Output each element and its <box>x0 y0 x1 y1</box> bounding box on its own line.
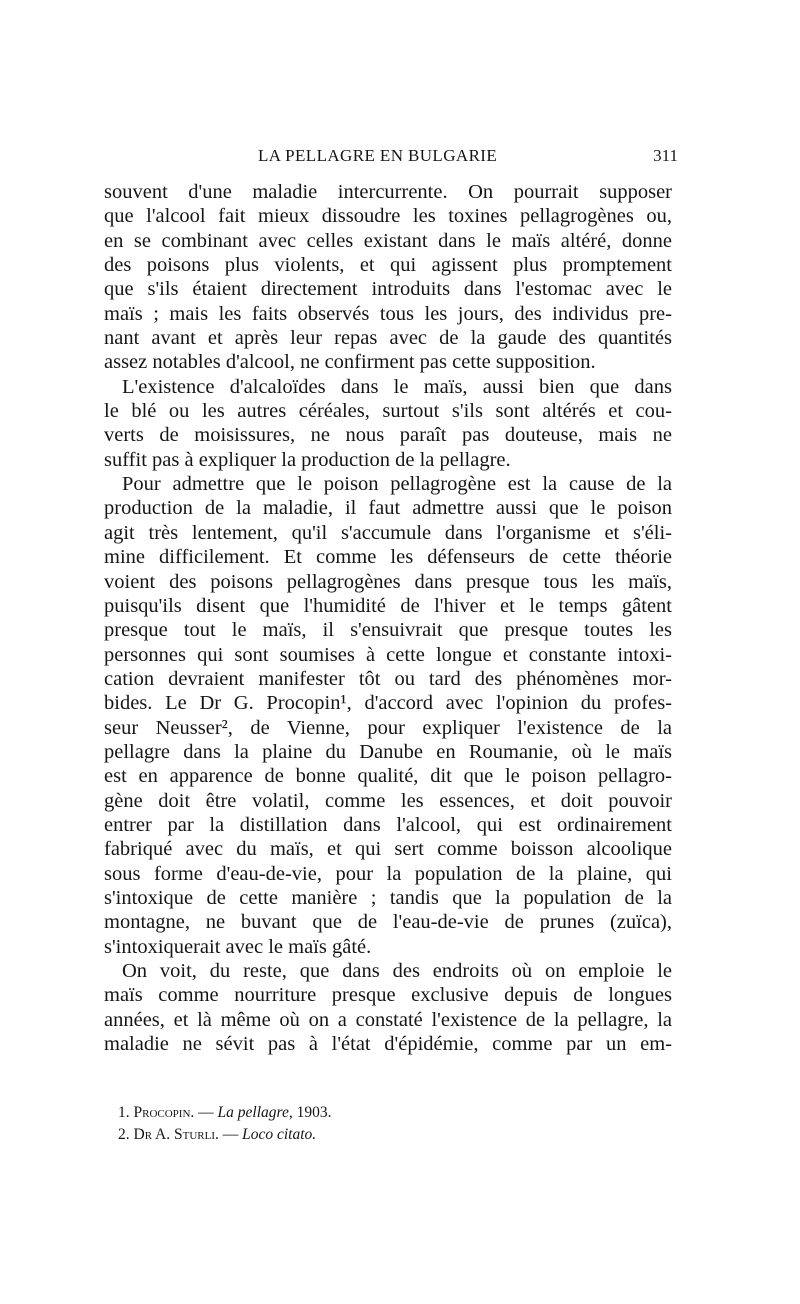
running-header <box>258 146 678 170</box>
page-number: 311 <box>653 146 678 165</box>
text-line: montagne, ne buvant que de l'eau-de-vie de prunes (zuïca), <box>104 911 672 934</box>
text-line: cation devraient manifester tôt ou tard des phénomènes mor- <box>104 667 672 690</box>
text-line: Pour admettre que le poison pellagrogène est la cause de la <box>122 473 672 496</box>
footnote-work: La pellagre <box>217 1104 289 1121</box>
footnote-rest: , 1903. <box>288 1104 332 1121</box>
text-line: assez notables d'alcool, ne confirment pas cette supposition. <box>104 351 596 374</box>
text-line: des poisons plus violents, et qui agissent plus promptement <box>104 254 672 277</box>
text-line: s'intoxiquerait avec le maïs gâté. <box>104 935 372 958</box>
text-line: personnes qui sont soumises à cette longue et constante intoxi- <box>104 643 672 666</box>
text-line: verts de moisissures, ne nous paraît pas douteuse, mais ne <box>104 424 672 447</box>
text-line: voient des poisons pellagrogènes dans presque tous les maïs, <box>104 570 672 593</box>
running-title: LA PELLAGRE EN BULGARIE <box>258 146 498 165</box>
text-line: fabriqué avec du maïs, et qui sert comme boisson alcoolique <box>104 838 672 861</box>
text-line: On voit, du reste, que dans des endroits où on emploie le <box>122 960 672 982</box>
text-line: souvent d'une maladie intercurrente. On pourrait supposer <box>104 181 672 203</box>
text-line: production de la maladie, il faut admettre aussi que le poison <box>104 497 672 520</box>
footnote-separator: — <box>194 1104 218 1121</box>
text-line: s'intoxique de cette manière ; tandis que la population de la <box>104 886 672 909</box>
footnotes <box>118 1102 538 1146</box>
text-line: en se combinant avec celles existant dans le maïs altéré, donne <box>104 229 672 252</box>
text-line: le blé ou les autres céréales, surtout s'ils sont altérés et cou- <box>104 400 672 423</box>
text-line: gène doit être volatil, comme les essences, et doit pouvoir <box>104 789 672 812</box>
text-line: entrer par la distillation dans l'alcool, qui est ordinairement <box>104 813 672 836</box>
text-line: nant avant et après leur repas avec de la gaude des quantités <box>104 327 672 350</box>
text-line: que l'alcool fait mieux dissoudre les toxines pellagrogènes ou, <box>104 205 672 228</box>
body-text <box>104 180 672 1056</box>
footnote-number: 1. <box>118 1104 130 1121</box>
text-line: presque tout le maïs, il s'ensuivrait que presque toutes les <box>104 619 672 642</box>
footnote-author: Procopin. <box>133 1104 195 1121</box>
footnote-separator: — <box>218 1126 243 1143</box>
text-line: L'existence d'alcaloïdes dans le maïs, aussi bien que dans <box>122 375 672 398</box>
footnote-work: Loco citato. <box>242 1126 317 1143</box>
footnote <box>118 1102 538 1124</box>
text-line: bides. Le Dr G. Procopin¹, d'accord avec l'opinion du profes- <box>104 692 672 715</box>
text-line: est en apparence de bonne qualité, dit que le poison pellagro- <box>104 765 672 788</box>
text-line: que s'ils étaient directement introduits dans l'estomac avec le <box>104 278 672 301</box>
text-line: seur Neusser², de Vienne, pour expliquer l'existence de la <box>104 716 672 739</box>
text-line: agit très lentement, qu'il s'accumule dans l'organisme et s'éli- <box>104 521 672 544</box>
footnote <box>118 1124 538 1146</box>
footnote-author: Dr A. Sturli. <box>133 1126 219 1143</box>
text-line: sous forme d'eau-de-vie, pour la population de la plaine, qui <box>104 862 672 885</box>
text-line: maladie ne sévit pas à l'état d'épidémie, comme par un em- <box>104 1033 672 1056</box>
text-line: pellagre dans la plaine du Danube en Roumanie, où le maïs <box>104 740 672 763</box>
text-line: maïs comme nourriture presque exclusive depuis de longues <box>104 984 672 1007</box>
text-line: puisqu'ils disent que l'humidité de l'hiver et le temps gâtent <box>104 594 672 617</box>
text-line: mine difficilement. Et comme les défenseurs de cette théorie <box>104 546 672 569</box>
footnote-number: 2. <box>118 1126 130 1143</box>
text-line: suffit pas à expliquer la production de la pellagre. <box>104 448 511 471</box>
text-line: années, et là même où on a constaté l'existence de la pellagre, la <box>104 1008 672 1031</box>
text-line: maïs ; mais les faits observés tous les jours, des individus pre- <box>104 302 672 325</box>
